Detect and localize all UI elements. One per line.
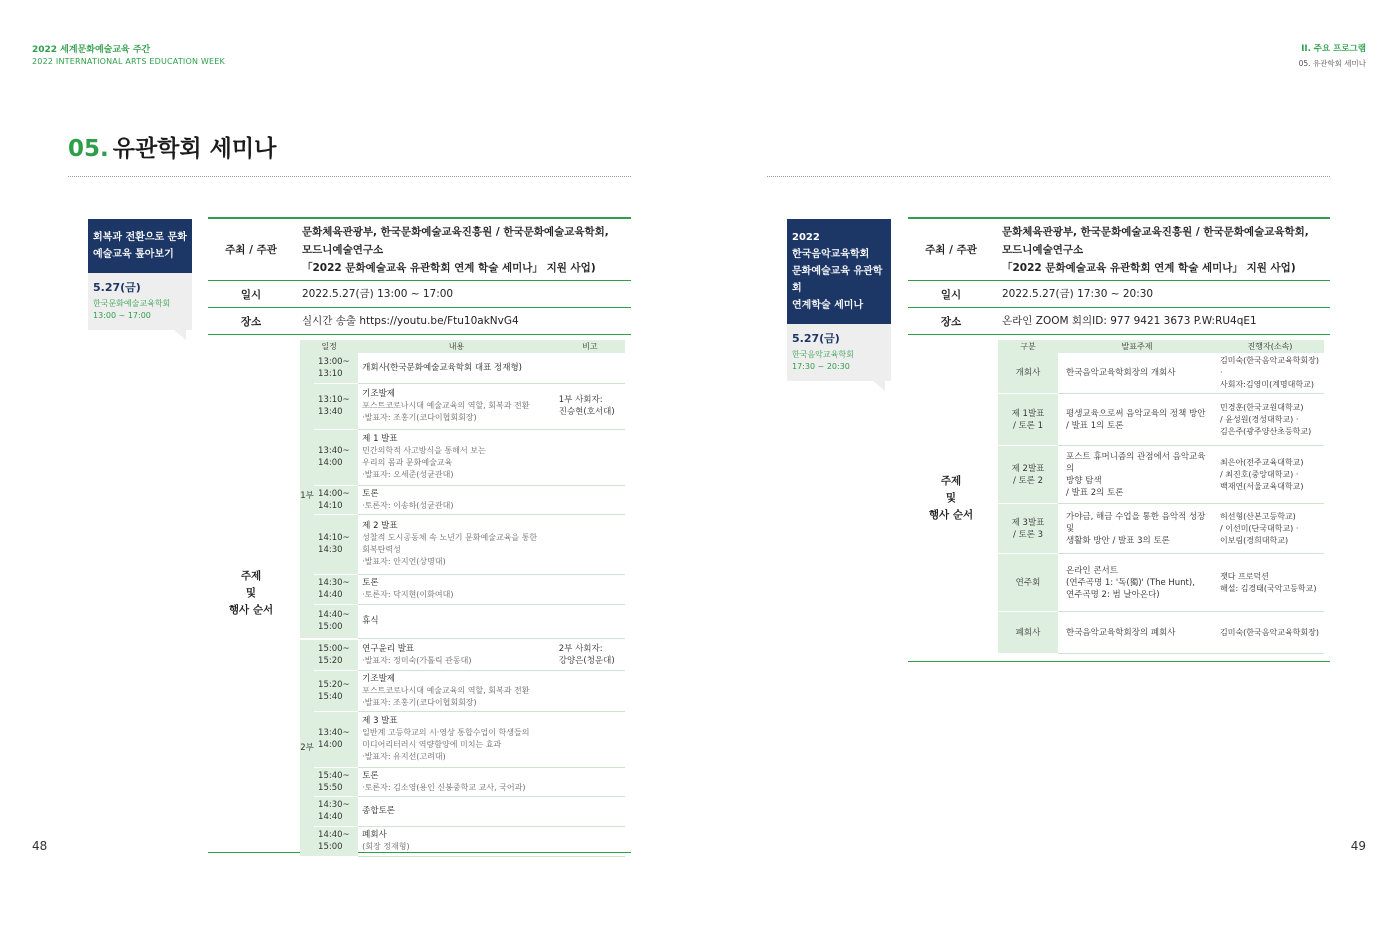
content-cell [358,429,555,485]
topic-cell [1058,446,1216,504]
table-row [998,554,1324,612]
content-line: 회복탄력성 [362,545,401,554]
time-end: 15:00 [318,622,343,632]
presenter-cell [1216,446,1324,504]
left-info-table [208,217,631,853]
right-place-row [908,308,1330,335]
left-host-row [208,219,631,281]
time-start: 15:00~ [318,643,350,654]
note-line: 1부 사회자: [558,395,603,405]
content-title: 개회사(한국문화예술교육학회 대표 정재형) [362,362,522,373]
content-cell [358,485,555,514]
presenter-line: 민경훈(한국교원대학교) [1220,402,1304,412]
topic-cell [1058,353,1216,394]
content-cell [358,640,555,670]
content-line: ·토론자: 닥지현(이화여대) [362,590,454,599]
page-title [68,130,276,163]
category-cell [998,554,1058,612]
header-presenter: 진행자(소속) [1216,340,1324,353]
header-content: 내용 [358,340,555,353]
right-session-title [787,219,891,324]
content-title: 휴식 [362,616,379,626]
left-session-time: 13:00 ~ 17:00 [93,311,151,320]
header-left [32,42,225,66]
content-cell [358,796,555,826]
content-title: 기조발제 [362,389,396,399]
content-line: ·발표자: 조홍기(코다이협회회장) [362,413,477,422]
topic-line: 연주곡명 2: 범 날아온다) [1066,589,1160,600]
content-cell [358,670,555,711]
divider-right [767,176,1330,177]
note-cell [555,767,625,796]
topic-cell [1058,394,1216,446]
time-cell [314,353,358,383]
left-program-row [208,335,631,853]
right-place-label: 장소 [940,315,962,328]
table-row [300,604,625,638]
time-cell [314,796,358,826]
left-session-bubble [88,219,192,330]
right-host-row [908,219,1330,281]
right-host-value [994,219,1330,280]
note-line: 강양은(청운대) [558,655,615,666]
content-title: 토론 [362,770,379,781]
left-session-title [88,219,192,273]
category-line: 개회사 [1015,368,1041,378]
content-title: 제 3 발표 [362,716,398,726]
presenter-line: 김미숙(한국음악교육학회장) · [1220,356,1319,377]
content-line: 미디어리터러시 역량함양에 미치는 효과 [362,740,502,749]
time-cell [314,514,358,574]
topic-line: 방향 탐색 [1066,475,1102,486]
right-session-time: 17:30 ~ 20:30 [792,362,850,371]
topic-line: 한국음악교육학회장의 폐회사 [1066,627,1176,638]
topic-line: / 발표 2의 토론 [1066,487,1124,498]
note-cell [555,514,625,574]
time-end: 14:10 [318,500,343,511]
category-line: 폐회사 [1015,627,1041,638]
header-schedule: 일정 [300,340,358,353]
category-cell [998,353,1058,394]
right-session-date: 5.27(금) [792,332,840,345]
part-label: 1부 [300,353,314,638]
content-cell [358,826,555,856]
note-line: 진승현(호서대) [558,407,615,417]
topic-line: 생활화 방안 / 발표 3의 토론 [1066,535,1170,546]
table-row [998,353,1324,394]
program-label-line: 행사 순서 [928,508,974,521]
category-line: / 토론 3 [1012,529,1044,540]
content-title: 연구윤리 발표 [362,643,415,654]
note-cell [555,711,625,767]
content-title: 토론 [362,488,379,499]
category-cell [998,446,1058,504]
right-date-row [908,281,1330,308]
content-cell [358,383,555,429]
left-host-line: 「2022 문화예술교육 유관학회 연계 학술 세미나」 지원 사업) [302,261,596,274]
presenter-line: 해설: 김경태(국악고등학교) [1220,583,1317,593]
table-row [300,767,625,796]
presenter-cell [1216,504,1324,554]
time-cell [314,383,358,429]
header-section: 05. 유관학회 세미나 [1298,59,1366,68]
time-cell [314,826,358,856]
left-host-line: 문화체육관광부, 한국문화예술교육진흥원 / 한국문화예술교육학회, [302,225,609,238]
content-title: 제 1 발표 [362,434,398,444]
bubble-tail [174,330,186,340]
right-host-line: 문화체육관광부, 한국문화예술교육진흥원 / 한국문화예술교육학회, [1002,225,1309,238]
note-cell [555,429,625,485]
right-place-value: 온라인 ZOOM 회의ID: 977 9421 3673 P.W:RU4qE1 [1002,315,1257,327]
header-event-english: 2022 INTERNATIONAL ARTS EDUCATION WEEK [32,57,225,66]
time-cell [314,485,358,514]
time-cell [314,767,358,796]
time-start: 13:10~ [318,395,350,405]
program-label-line: 주제 [940,474,962,487]
presenter-line: 허선형(산본고등학교) [1220,511,1296,521]
time-start: 14:40~ [318,830,350,840]
order-header-row [998,340,1324,353]
bubble-tail [873,381,885,391]
left-date-row [208,281,631,308]
content-line: ·발표자: 오세준(성균관대) [362,470,454,479]
right-host-label: 주최 / 주관 [925,244,977,256]
left-date-label: 일시 [240,288,262,301]
presenter-cell [1216,612,1324,654]
presenter-line: 김미숙(한국음악교육학회장) [1220,627,1319,637]
time-cell [314,574,358,604]
left-program-label [208,335,294,852]
left-place-label: 장소 [240,315,262,328]
table-row [300,826,625,856]
program-label-line: 및 [245,587,257,599]
time-start: 14:30~ [318,578,350,588]
topic-line: (연주곡명 1: '독(獨)' (The Hunt), [1066,577,1195,588]
content-title: 기조발제 [362,673,396,684]
header-topic: 발표주제 [1058,340,1216,353]
category-line: 제 2발표 [1011,463,1045,474]
note-line: 2부 사회자: [558,643,603,654]
topic-cell [1058,554,1216,612]
presenter-line: 백재연(서울교육대학교) [1220,481,1304,491]
right-host-line: 「2022 문화예술교육 유관학회 연계 학술 세미나」 지원 사업) [1002,261,1296,274]
topic-cell [1058,612,1216,654]
right-session-title-line: 문화예술교육 유관학회 [792,266,883,294]
time-cell [314,429,358,485]
right-session-title-line: 2022 [792,232,820,243]
table-row [300,796,625,826]
content-title: 폐회사 [362,830,387,840]
header-event-korean: 2022 세계문화예술교육 주간 [32,45,151,55]
table-row [300,383,625,429]
time-end: 15:50 [318,782,343,793]
left-date-value: 2022.5.27(금) 13:00 ~ 17:00 [302,288,454,300]
content-line: 성찰적 도시공동체 속 노년기 문화예술교육을 통한 [362,533,538,542]
table-row [300,514,625,574]
left-session-title-line: 예술교육 톺아보기 [93,249,174,260]
topic-line: 포스트 휴머니즘의 관점에서 음악교육의 [1066,451,1206,474]
program-label-line: 및 [945,491,957,504]
program-label-line: 행사 순서 [228,604,274,616]
content-line: 포스트코로나시대 예술교육의 역할, 회복과 전환 [362,401,530,410]
time-start: 14:10~ [318,533,350,543]
category-line: 제 1발표 [1011,408,1045,419]
time-start: 13:40~ [318,446,350,456]
presenter-cell [1216,394,1324,446]
category-cell [998,504,1058,554]
header-category: 구분 [998,340,1058,353]
time-end: 13:40 [318,407,343,417]
note-cell [555,574,625,604]
left-host-label: 주최 / 주관 [225,244,277,256]
content-line: 포스트코로나시대 예술교육의 역할, 회복과 전환 [362,685,530,695]
time-cell [314,711,358,767]
left-session-title-line: 회복과 전환으로 문화 [93,232,187,243]
header-right [1299,42,1366,69]
content-line: ·토론자: 이송하(성균관대) [362,500,454,510]
time-start: 14:30~ [318,800,350,810]
table-row [300,711,625,767]
time-end: 14:40 [318,812,343,822]
content-cell [358,604,555,638]
content-title: 토론 [362,578,379,588]
table-row [300,670,625,711]
table-row [300,485,625,514]
time-cell [314,640,358,670]
section-title: 유관학회 세미나 [112,136,277,162]
right-session-org-name: 한국음악교육학회 [792,350,854,359]
presenter-line: / 이선미(단국대학교) · [1220,523,1299,533]
left-schedule-table [300,340,625,857]
presenter-line: 잿다 프로덕션 [1220,571,1269,581]
note-cell [555,796,625,826]
left-host-line: 모드니예술연구소 [302,243,384,256]
left-session-org-name: 한국문화예술교육학회 [93,299,171,308]
category-line: / 토론 1 [1012,420,1044,431]
note-cell [555,383,625,429]
presenter-line: / 윤성원(경성대학교) · [1220,414,1299,424]
content-cell [358,574,555,604]
time-end: 14:30 [318,545,343,555]
page-number-left: 48 [32,839,48,853]
program-label-line: 주제 [240,570,262,582]
section-number: 05. [68,136,109,162]
time-cell [314,670,358,711]
presenter-cell [1216,353,1324,394]
content-cell [358,767,555,796]
right-program-content [994,335,1330,661]
content-line: (회장 정재형) [362,842,410,851]
topic-line: 가야금, 해금 수업을 통한 음악적 성장 및 [1066,511,1206,534]
content-line: ·발표자: 안지언(상명대) [362,557,446,566]
header-chapter: II. 주요 프로그램 [1301,44,1366,54]
right-session-bubble [787,219,891,381]
time-end: 13:10 [318,368,343,379]
time-end: 15:40 [318,691,343,702]
topic-line: 평생교육으로써 음악교육의 정책 방안 [1066,408,1206,419]
note-cell [555,640,625,670]
right-date-label: 일시 [940,288,962,301]
right-host-line: 모드니예술연구소 [1002,243,1084,256]
table-row [300,353,625,383]
right-session-title-line: 한국음악교육학회 [792,249,870,260]
presenter-line: / 최진호(중앙대학교) · [1220,469,1299,479]
table-row [998,612,1324,654]
table-row [300,574,625,604]
content-line: ·발표자: 유지선(고려대) [362,752,446,761]
content-line: ·발표자: 조홍기(코다이협회회장) [362,697,477,707]
category-line: 연주회 [1015,577,1041,588]
left-place-row [208,308,631,335]
content-line: ·토론자: 김소영(용인 신봉중학교 교사, 국어과) [362,782,526,792]
content-cell [358,514,555,574]
page-number-right: 49 [1350,839,1366,853]
time-end: 14:00 [318,740,343,750]
schedule-header-row [300,340,625,353]
category-cell [998,612,1058,654]
table-row [998,394,1324,446]
content-line: 민간의학적 사고방식을 통해서 보는 [362,446,486,455]
topic-line: 한국음악교육학회장의 개회사 [1066,368,1176,378]
note-cell [555,485,625,514]
content-title: 종합토론 [362,806,396,816]
right-program-row [908,335,1330,662]
right-order-table [998,340,1324,654]
time-start: 15:40~ [318,770,350,781]
table-row [300,640,625,670]
time-end: 15:20 [318,655,343,666]
content-cell [358,711,555,767]
content-line: 우리의 몸과 문화예술교육 [362,458,453,467]
header-note: 비고 [555,340,625,353]
note-cell [555,604,625,638]
topic-line: 온라인 콘서트 [1066,565,1118,576]
time-end: 15:00 [318,842,343,852]
content-line: ·발표자: 정미숙(가톨릭 관동대) [362,655,472,665]
content-line: 일반계 고등학교의 시·영상 통합수업이 학생들의 [362,728,530,737]
right-date-value: 2022.5.27(금) 17:30 ~ 20:30 [1002,288,1154,300]
presenter-line: 최은아(전주교육대학교) [1220,457,1304,467]
content-cell [358,353,555,383]
table-row [998,504,1324,554]
note-cell [555,670,625,711]
category-line: 제 3발표 [1011,517,1045,528]
left-program-content [294,335,631,852]
topic-line: / 발표 1의 토론 [1066,420,1124,431]
divider-left [68,176,631,177]
right-session-title-line: 연계학술 세미나 [792,300,864,311]
note-cell [555,353,625,383]
table-row [998,446,1324,504]
category-cell [998,394,1058,446]
left-place-value: 실시간 송출 https://youtu.be/Ftu10akNvG4 [302,315,519,327]
presenter-line: 사회자:김영미(계명대학교) [1220,380,1314,389]
time-end: 14:40 [318,590,343,600]
presenter-line: 이보림(경희대학교) [1220,535,1289,545]
time-start: 13:40~ [318,728,350,738]
right-info-table [908,217,1330,662]
right-session-org [787,346,891,373]
time-start: 14:40~ [318,610,350,620]
category-line: / 토론 2 [1012,475,1044,486]
topic-cell [1058,504,1216,554]
time-start: 13:00~ [318,356,350,367]
left-session-org [88,295,192,322]
left-session-date: 5.27(금) [93,281,141,294]
time-cell [314,604,358,638]
right-program-label [908,335,994,661]
time-start: 14:00~ [318,488,350,499]
note-cell [555,826,625,856]
time-end: 14:00 [318,458,343,468]
part-label: 2부 [300,640,314,856]
presenter-line: 김은주(광주양산초등학교) [1220,426,1312,436]
table-row [300,429,625,485]
time-start: 15:20~ [318,679,350,690]
presenter-cell [1216,554,1324,612]
left-host-value [294,219,631,280]
content-title: 제 2 발표 [362,521,398,531]
